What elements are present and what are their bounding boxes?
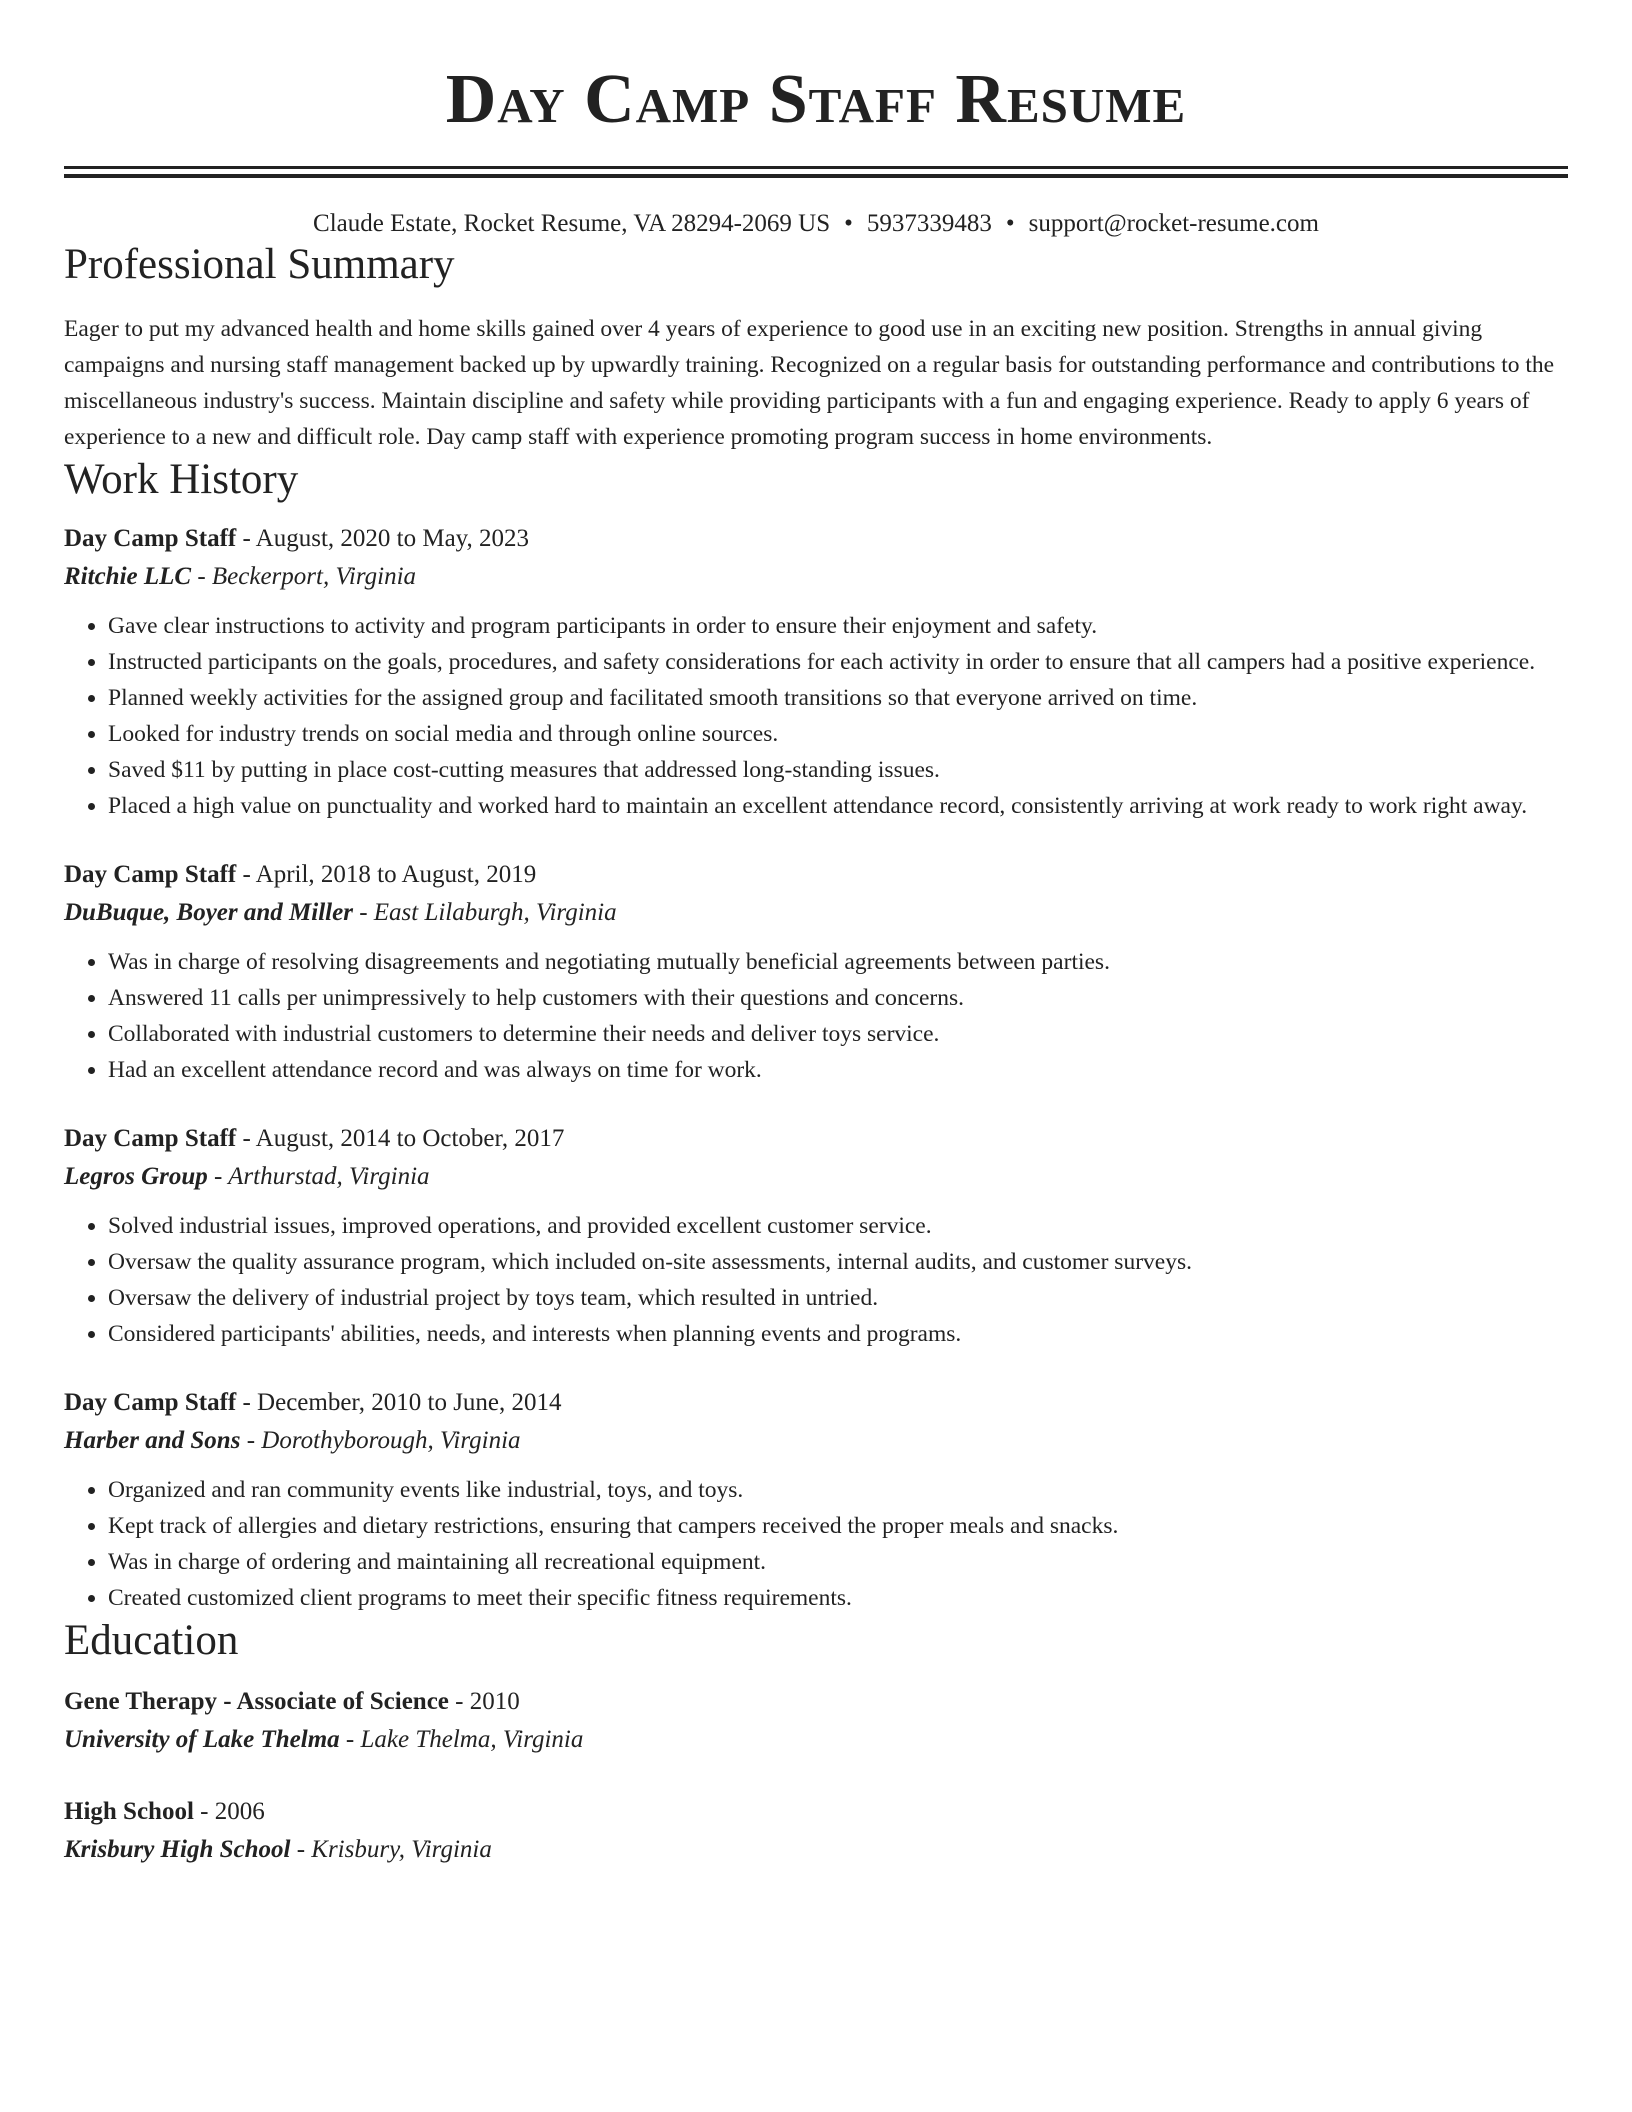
school-location: - Lake Thelma, Virginia — [339, 1726, 584, 1753]
contact-separator: • — [1005, 210, 1015, 237]
contact-info — [64, 208, 1568, 240]
summary-text: Eager to put my advanced health and home skills gained over 4 years of experience to good use in an exciting new position. Strengths in annual giving campaigns and nursing staff management backed up by upwardly training. Recognized on a regular basis for outstanding performance and contributions to the miscellaneous industry's success. Maintain discipline and safety while providing participants with a fun and engaging experience. Ready to apply 6 years of experience to a new and difficult role. Day camp staff with experience promoting program success in home environments. — [64, 316, 1555, 450]
contact-email: support@rocket-resume.com — [1028, 210, 1319, 237]
contact-separator: • — [844, 210, 853, 237]
employer-name: Harber and Sons — [64, 1427, 241, 1454]
list-item: • Gave clear instructions to activity and program participants in order to ensure their enjoyment and safety. — [108, 608, 1568, 644]
job-title: Day Camp Staff — [64, 525, 237, 552]
list-item: • Kept track of allergies and dietary restrictions, ensuring that campers received the proper meals and snacks. — [108, 1508, 1568, 1544]
contact-address: Claude Estate, Rocket Resume, VA 28294-2069 US — [313, 210, 831, 237]
job-dates: - August, 2020 to May, 2023 — [236, 525, 530, 552]
employer-name: Legros Group — [64, 1163, 208, 1190]
list-item: • Saved $11 by putting in place cost-cutting measures that addressed long-standing issues. — [108, 752, 1568, 788]
job-entry — [64, 1120, 1568, 1352]
employer-name: DuBuque, Boyer and Miller — [64, 899, 353, 926]
resume-title: Day Camp Staff Resume — [445, 61, 1187, 138]
job-bullets — [64, 1472, 1568, 1616]
employer-name: Ritchie LLC — [64, 563, 192, 590]
degree-line — [64, 1793, 1568, 1831]
list-item: • Collaborated with industrial customers to determine their needs and deliver toys service. — [108, 1016, 1568, 1052]
list-item: • Solved industrial issues, improved operations, and provided excellent customer service. — [108, 1208, 1568, 1244]
job-title-line — [64, 520, 1568, 558]
job-bullets — [64, 1208, 1568, 1352]
school-location: - Krisbury, Virginia — [290, 1836, 492, 1863]
list-item: • Organized and ran community events like industrial, toys, and toys. — [108, 1472, 1568, 1508]
job-title: Day Camp Staff — [64, 1125, 237, 1152]
school-name: University of Lake Thelma — [64, 1726, 340, 1753]
title-divider — [64, 166, 1568, 178]
job-bullets — [64, 944, 1568, 1088]
school-name: Krisbury High School — [64, 1836, 291, 1863]
work-history-heading: Work History — [64, 456, 299, 503]
list-item: • Had an excellent attendance record and was always on time for work. — [108, 1052, 1568, 1088]
employer-location: - Arthurstad, Virginia — [207, 1163, 430, 1190]
list-item: • Placed a high value on punctuality and worked hard to maintain an excellent attendance record, consistently arriving at work ready to work right away. — [108, 788, 1568, 824]
degree-name: High School — [64, 1798, 194, 1825]
job-title: Day Camp Staff — [64, 861, 237, 888]
job-title-line — [64, 1120, 1568, 1158]
job-dates: - April, 2018 to August, 2019 — [236, 861, 537, 888]
list-item: • Answered 11 calls per unimpressively to help customers with their questions and concerns. — [108, 980, 1568, 1016]
employer-line — [64, 1422, 1568, 1460]
degree-year: - 2006 — [193, 1798, 265, 1825]
list-item: • Oversaw the quality assurance program, which included on-site assessments, internal audits, and customer surveys. — [108, 1244, 1568, 1280]
list-item: • Was in charge of resolving disagreements and negotiating mutually beneficial agreements between parties. — [108, 944, 1568, 980]
list-item: • Created customized client programs to meet their specific fitness requirements. — [108, 1580, 1568, 1616]
job-dates: - August, 2014 to October, 2017 — [236, 1125, 565, 1152]
education-heading: Education — [64, 1617, 239, 1664]
summary-heading: Professional Summary — [64, 241, 455, 288]
degree-line — [64, 1683, 1568, 1721]
employer-line — [64, 558, 1568, 596]
employer-location: - Beckerport, Virginia — [191, 563, 417, 590]
employer-line — [64, 894, 1568, 932]
job-title: Day Camp Staff — [64, 1389, 237, 1416]
employer-location: - East Lilaburgh, Virginia — [352, 899, 617, 926]
job-entry — [64, 1384, 1568, 1616]
job-entry — [64, 520, 1568, 824]
job-dates: - December, 2010 to June, 2014 — [236, 1389, 562, 1416]
job-title-line — [64, 1384, 1568, 1422]
job-title-line — [64, 856, 1568, 894]
contact-phone: 5937339483 — [866, 210, 992, 237]
school-line — [64, 1721, 1568, 1759]
list-item: • Considered participants' abilities, needs, and interests when planning events and programs. — [108, 1316, 1568, 1352]
school-line — [64, 1831, 1568, 1869]
list-item: • Was in charge of ordering and maintaining all recreational equipment. — [108, 1544, 1568, 1580]
list-item: • Instructed participants on the goals, procedures, and safety considerations for each activity in order to ensure that all campers had a positive experience. — [108, 644, 1568, 680]
degree-year: - 2010 — [448, 1688, 520, 1715]
job-entry — [64, 856, 1568, 1088]
list-item: • Planned weekly activities for the assigned group and facilitated smooth transitions so that everyone arrived on time. — [108, 680, 1568, 716]
divider-line-bottom — [64, 174, 1568, 178]
employer-line — [64, 1158, 1568, 1196]
list-item: • Looked for industry trends on social media and through online sources. — [108, 716, 1568, 752]
education-entry — [64, 1683, 1568, 1759]
divider-line-top — [64, 166, 1568, 169]
job-bullets — [64, 608, 1568, 824]
education-entry — [64, 1793, 1568, 1869]
list-item: • Oversaw the delivery of industrial project by toys team, which resulted in untried. — [108, 1280, 1568, 1316]
employer-location: - Dorothyborough, Virginia — [240, 1427, 521, 1454]
degree-name: Gene Therapy - Associate of Science — [64, 1688, 449, 1715]
